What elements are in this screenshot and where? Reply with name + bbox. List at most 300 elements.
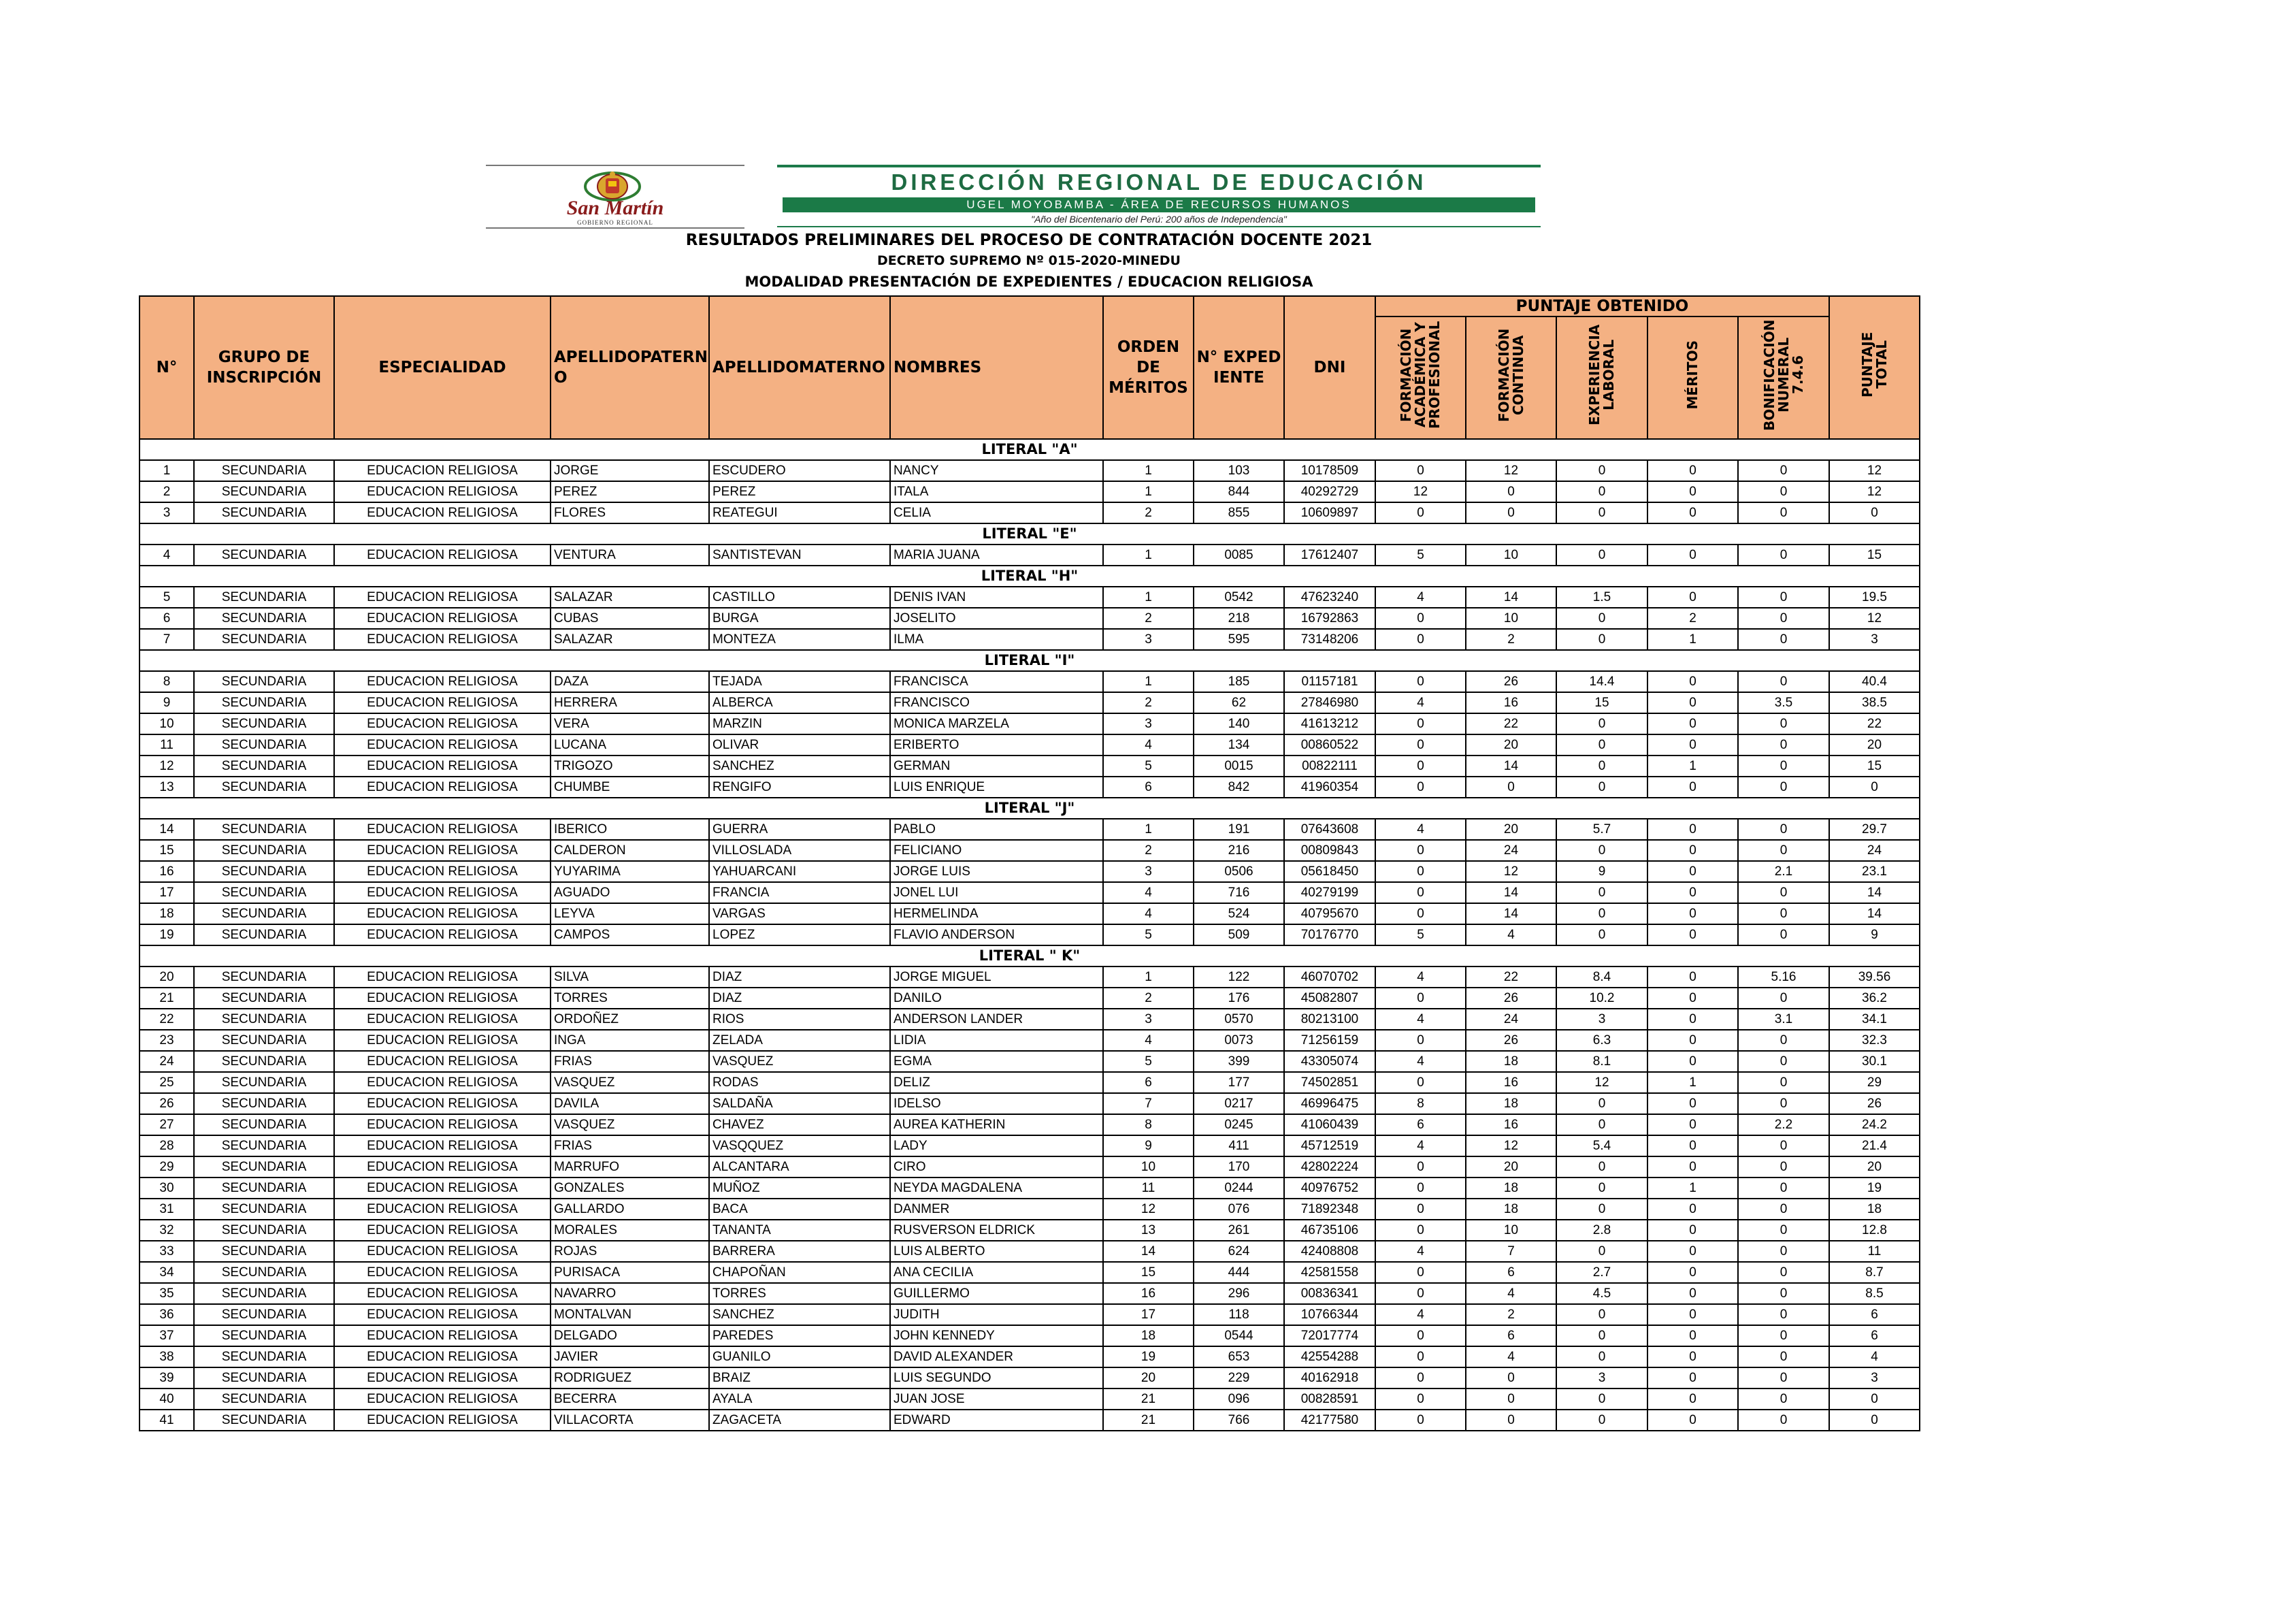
cell-grupo: SECUNDARIA <box>194 1388 334 1410</box>
cell-puntaje-total: 8.5 <box>1829 1283 1920 1304</box>
cell-especialidad: EDUCACION RELIGIOSA <box>334 713 551 734</box>
cell-apellido-paterno: JAVIER <box>551 1346 709 1367</box>
cell-formacion-continua: 16 <box>1466 1072 1556 1093</box>
cell-meritos: 0 <box>1647 1114 1738 1135</box>
cell-formacion-continua: 22 <box>1466 713 1556 734</box>
cell-apellido-materno: PEREZ <box>709 481 890 502</box>
cell-apellido-materno: ZELADA <box>709 1030 890 1051</box>
logo-rule <box>486 165 744 166</box>
cell-dni: 41613212 <box>1284 713 1375 734</box>
cell-puntaje-total: 15 <box>1829 756 1920 777</box>
cell-nombres: HERMELINDA <box>890 903 1103 924</box>
cell-apellido-paterno: CHUMBE <box>551 777 709 798</box>
cell-formacion-academica: 0 <box>1375 861 1466 882</box>
cell-meritos: 0 <box>1647 1051 1738 1072</box>
cell-especialidad: EDUCACION RELIGIOSA <box>334 924 551 945</box>
table-row <box>140 1051 1920 1072</box>
cell-meritos: 0 <box>1647 777 1738 798</box>
cell-apellido-materno: FRANCIA <box>709 882 890 903</box>
cell-puntaje-total: 4 <box>1829 1346 1920 1367</box>
cell-grupo: SECUNDARIA <box>194 1220 334 1241</box>
cell-apellido-materno: VASQUEZ <box>709 1051 890 1072</box>
cell-n: 4 <box>140 545 194 566</box>
cell-n: 28 <box>140 1135 194 1156</box>
cell-formacion-academica: 4 <box>1375 587 1466 608</box>
cell-dni: 17612407 <box>1284 545 1375 566</box>
cell-experiencia-laboral: 1.5 <box>1556 587 1647 608</box>
cell-experiencia-laboral: 0 <box>1556 1325 1647 1346</box>
cell-n: 37 <box>140 1325 194 1346</box>
cell-grupo: SECUNDARIA <box>194 502 334 523</box>
cell-expediente: 653 <box>1194 1346 1284 1367</box>
cell-n: 25 <box>140 1072 194 1093</box>
cell-orden-meritos: 6 <box>1103 777 1194 798</box>
col-header-expediente: N° EXPEDIENTE <box>1194 296 1284 439</box>
cell-especialidad: EDUCACION RELIGIOSA <box>334 1346 551 1367</box>
col-header-formacion-continua-label: FORMACIÓN CONTINUA <box>1495 328 1526 422</box>
col-header-apellido-materno: APELLIDOMATERNO <box>709 296 890 439</box>
cell-meritos: 0 <box>1647 1241 1738 1262</box>
cell-grupo: SECUNDARIA <box>194 1051 334 1072</box>
cell-n: 38 <box>140 1346 194 1367</box>
cell-formacion-continua: 10 <box>1466 608 1556 629</box>
cell-nombres: JUDITH <box>890 1304 1103 1325</box>
cell-especialidad: EDUCACION RELIGIOSA <box>334 460 551 481</box>
cell-orden-meritos: 2 <box>1103 608 1194 629</box>
cell-puntaje-total: 39.56 <box>1829 967 1920 988</box>
cell-apellido-materno: SANTISTEVAN <box>709 545 890 566</box>
cell-meritos: 0 <box>1647 671 1738 692</box>
cell-experiencia-laboral: 4.5 <box>1556 1283 1647 1304</box>
cell-expediente: 0244 <box>1194 1178 1284 1199</box>
cell-formacion-continua: 4 <box>1466 924 1556 945</box>
cell-orden-meritos: 15 <box>1103 1262 1194 1283</box>
cell-dni: 40292729 <box>1284 481 1375 502</box>
cell-n: 24 <box>140 1051 194 1072</box>
cell-meritos: 0 <box>1647 545 1738 566</box>
cell-grupo: SECUNDARIA <box>194 1367 334 1388</box>
cell-orden-meritos: 3 <box>1103 861 1194 882</box>
cell-nombres: JOHN KENNEDY <box>890 1325 1103 1346</box>
cell-especialidad: EDUCACION RELIGIOSA <box>334 481 551 502</box>
cell-experiencia-laboral: 0 <box>1556 1178 1647 1199</box>
cell-grupo: SECUNDARIA <box>194 882 334 903</box>
table-row <box>140 840 1920 861</box>
col-header-grupo: GRUPO DE INSCRIPCIÓN <box>194 296 334 439</box>
cell-apellido-materno: MONTEZA <box>709 629 890 650</box>
cell-especialidad: EDUCACION RELIGIOSA <box>334 1072 551 1093</box>
cell-nombres: JONEL LUI <box>890 882 1103 903</box>
cell-nombres: JOSELITO <box>890 608 1103 629</box>
cell-puntaje-total: 3 <box>1829 629 1920 650</box>
cell-grupo: SECUNDARIA <box>194 1262 334 1283</box>
cell-grupo: SECUNDARIA <box>194 1199 334 1220</box>
logo-rule <box>486 227 744 229</box>
cell-apellido-materno: VILLOSLADA <box>709 840 890 861</box>
cell-bonificacion: 0 <box>1738 671 1829 692</box>
table-row <box>140 629 1920 650</box>
cell-expediente: 170 <box>1194 1156 1284 1178</box>
cell-apellido-materno: VASQQUEZ <box>709 1135 890 1156</box>
cell-apellido-paterno: PURISACA <box>551 1262 709 1283</box>
section-label: LITERAL "H" <box>140 566 1920 587</box>
cell-formacion-academica: 0 <box>1375 1072 1466 1093</box>
cell-formacion-continua: 18 <box>1466 1178 1556 1199</box>
cell-bonificacion: 0 <box>1738 1093 1829 1114</box>
cell-meritos: 0 <box>1647 481 1738 502</box>
table-row <box>140 819 1920 840</box>
cell-apellido-paterno: GALLARDO <box>551 1199 709 1220</box>
cell-formacion-academica: 5 <box>1375 545 1466 566</box>
cell-expediente: 096 <box>1194 1388 1284 1410</box>
cell-grupo: SECUNDARIA <box>194 1135 334 1156</box>
cell-experiencia-laboral: 0 <box>1556 903 1647 924</box>
cell-apellido-materno: CHAVEZ <box>709 1114 890 1135</box>
cell-bonificacion: 0 <box>1738 1156 1829 1178</box>
cell-bonificacion: 0 <box>1738 545 1829 566</box>
cell-expediente: 0015 <box>1194 756 1284 777</box>
cell-apellido-materno: ZAGACETA <box>709 1410 890 1431</box>
cell-n: 35 <box>140 1283 194 1304</box>
cell-apellido-materno: ESCUDERO <box>709 460 890 481</box>
col-header-meritos-label: MÉRITOS <box>1684 340 1701 410</box>
cell-dni: 70176770 <box>1284 924 1375 945</box>
cell-apellido-paterno: YUYARIMA <box>551 861 709 882</box>
cell-dni: 40162918 <box>1284 1367 1375 1388</box>
cell-formacion-continua: 22 <box>1466 967 1556 988</box>
cell-orden-meritos: 1 <box>1103 587 1194 608</box>
cell-bonificacion: 0 <box>1738 1367 1829 1388</box>
cell-experiencia-laboral: 3 <box>1556 1367 1647 1388</box>
cell-bonificacion: 2.1 <box>1738 861 1829 882</box>
cell-meritos: 0 <box>1647 587 1738 608</box>
cell-n: 6 <box>140 608 194 629</box>
cell-formacion-academica: 0 <box>1375 502 1466 523</box>
cell-orden-meritos: 1 <box>1103 671 1194 692</box>
cell-nombres: EGMA <box>890 1051 1103 1072</box>
cell-nombres: FELICIANO <box>890 840 1103 861</box>
modality-line: MODALIDAD PRESENTACIÓN DE EXPEDIENTES / EDUCACION RELIGIOSA <box>744 274 1313 290</box>
cell-meritos: 0 <box>1647 861 1738 882</box>
cell-nombres: DENIS IVAN <box>890 587 1103 608</box>
cell-n: 12 <box>140 756 194 777</box>
table-row <box>140 1114 1920 1135</box>
cell-nombres: FRANCISCA <box>890 671 1103 692</box>
cell-formacion-academica: 0 <box>1375 1367 1466 1388</box>
cell-formacion-academica: 0 <box>1375 1178 1466 1199</box>
table-row <box>140 1178 1920 1199</box>
table-row <box>140 1367 1920 1388</box>
cell-nombres: IDELSO <box>890 1093 1103 1114</box>
cell-especialidad: EDUCACION RELIGIOSA <box>334 629 551 650</box>
cell-expediente: 844 <box>1194 481 1284 502</box>
cell-orden-meritos: 3 <box>1103 629 1194 650</box>
cell-expediente: 766 <box>1194 1410 1284 1431</box>
cell-especialidad: EDUCACION RELIGIOSA <box>334 1367 551 1388</box>
cell-meritos: 0 <box>1647 1156 1738 1178</box>
cell-meritos: 0 <box>1647 1367 1738 1388</box>
cell-apellido-materno: GUERRA <box>709 819 890 840</box>
table-row <box>140 1325 1920 1346</box>
table-row <box>140 671 1920 692</box>
section-label: LITERAL "E" <box>140 523 1920 545</box>
cell-formacion-continua: 0 <box>1466 1367 1556 1388</box>
cell-formacion-continua: 12 <box>1466 460 1556 481</box>
cell-apellido-paterno: VASQUEZ <box>551 1114 709 1135</box>
cell-orden-meritos: 1 <box>1103 819 1194 840</box>
cell-experiencia-laboral: 0 <box>1556 608 1647 629</box>
document-title: RESULTADOS PRELIMINARES DEL PROCESO DE CONTRATACIÓN DOCENTE 2021 <box>685 231 1373 249</box>
section-label: LITERAL "J" <box>140 798 1920 819</box>
cell-formacion-continua: 16 <box>1466 692 1556 713</box>
cell-n: 39 <box>140 1367 194 1388</box>
cell-apellido-materno: SANCHEZ <box>709 1304 890 1325</box>
cell-formacion-academica: 0 <box>1375 1262 1466 1283</box>
cell-grupo: SECUNDARIA <box>194 777 334 798</box>
cell-apellido-paterno: SALAZAR <box>551 629 709 650</box>
table-row <box>140 1072 1920 1093</box>
cell-grupo: SECUNDARIA <box>194 903 334 924</box>
cell-formacion-continua: 14 <box>1466 756 1556 777</box>
cell-orden-meritos: 21 <box>1103 1388 1194 1410</box>
cell-orden-meritos: 6 <box>1103 1072 1194 1093</box>
cell-experiencia-laboral: 0 <box>1556 756 1647 777</box>
cell-orden-meritos: 3 <box>1103 713 1194 734</box>
cell-apellido-materno: ALCANTARA <box>709 1156 890 1178</box>
cell-meritos: 0 <box>1647 1220 1738 1241</box>
cell-meritos: 0 <box>1647 1346 1738 1367</box>
cell-apellido-materno: RIOS <box>709 1009 890 1030</box>
cell-puntaje-total: 20 <box>1829 734 1920 756</box>
cell-expediente: 62 <box>1194 692 1284 713</box>
banner-rule <box>777 226 1541 227</box>
cell-experiencia-laboral: 0 <box>1556 1410 1647 1431</box>
cell-n: 16 <box>140 861 194 882</box>
cell-apellido-paterno: CUBAS <box>551 608 709 629</box>
cell-experiencia-laboral: 5.4 <box>1556 1135 1647 1156</box>
cell-especialidad: EDUCACION RELIGIOSA <box>334 1283 551 1304</box>
cell-orden-meritos: 2 <box>1103 840 1194 861</box>
cell-apellido-paterno: VASQUEZ <box>551 1072 709 1093</box>
cell-meritos: 1 <box>1647 756 1738 777</box>
cell-formacion-continua: 18 <box>1466 1051 1556 1072</box>
cell-apellido-paterno: INGA <box>551 1030 709 1051</box>
col-header-bonificacion <box>1738 316 1829 439</box>
cell-grupo: SECUNDARIA <box>194 861 334 882</box>
cell-bonificacion: 0 <box>1738 924 1829 945</box>
cell-bonificacion: 0 <box>1738 1178 1829 1199</box>
cell-expediente: 140 <box>1194 713 1284 734</box>
cell-nombres: JORGE MIGUEL <box>890 967 1103 988</box>
cell-apellido-paterno: MONTALVAN <box>551 1304 709 1325</box>
cell-puntaje-total: 29.7 <box>1829 819 1920 840</box>
cell-apellido-paterno: IBERICO <box>551 819 709 840</box>
cell-grupo: SECUNDARIA <box>194 1114 334 1135</box>
cell-expediente: 122 <box>1194 967 1284 988</box>
cell-apellido-paterno: CAMPOS <box>551 924 709 945</box>
cell-nombres: ANDERSON LANDER <box>890 1009 1103 1030</box>
cell-meritos: 0 <box>1647 1030 1738 1051</box>
cell-experiencia-laboral: 0 <box>1556 1346 1647 1367</box>
cell-experiencia-laboral: 8.4 <box>1556 967 1647 988</box>
cell-especialidad: EDUCACION RELIGIOSA <box>334 777 551 798</box>
cell-bonificacion: 0 <box>1738 1199 1829 1220</box>
cell-orden-meritos: 5 <box>1103 924 1194 945</box>
cell-apellido-materno: TEJADA <box>709 671 890 692</box>
cell-nombres: ANA CECILIA <box>890 1262 1103 1283</box>
cell-nombres: JUAN JOSE <box>890 1388 1103 1410</box>
cell-meritos: 0 <box>1647 1135 1738 1156</box>
cell-meritos: 0 <box>1647 988 1738 1009</box>
cell-formacion-academica: 12 <box>1375 481 1466 502</box>
cell-n: 8 <box>140 671 194 692</box>
cell-n: 40 <box>140 1388 194 1410</box>
cell-dni: 00860522 <box>1284 734 1375 756</box>
cell-formacion-continua: 10 <box>1466 1220 1556 1241</box>
cell-n: 21 <box>140 988 194 1009</box>
cell-especialidad: EDUCACION RELIGIOSA <box>334 756 551 777</box>
cell-formacion-academica: 0 <box>1375 1220 1466 1241</box>
cell-orden-meritos: 19 <box>1103 1346 1194 1367</box>
cell-dni: 42802224 <box>1284 1156 1375 1178</box>
cell-n: 20 <box>140 967 194 988</box>
cell-dni: 00809843 <box>1284 840 1375 861</box>
table-row <box>140 1199 1920 1220</box>
cell-puntaje-total: 12 <box>1829 460 1920 481</box>
cell-puntaje-total: 38.5 <box>1829 692 1920 713</box>
cell-dni: 40976752 <box>1284 1178 1375 1199</box>
cell-especialidad: EDUCACION RELIGIOSA <box>334 1410 551 1431</box>
cell-formacion-academica: 0 <box>1375 1283 1466 1304</box>
cell-expediente: 296 <box>1194 1283 1284 1304</box>
cell-grupo: SECUNDARIA <box>194 1072 334 1093</box>
cell-meritos: 0 <box>1647 1262 1738 1283</box>
cell-grupo: SECUNDARIA <box>194 1325 334 1346</box>
cell-puntaje-total: 14 <box>1829 903 1920 924</box>
cell-especialidad: EDUCACION RELIGIOSA <box>334 1199 551 1220</box>
cell-orden-meritos: 8 <box>1103 1114 1194 1135</box>
section-row <box>140 439 1920 460</box>
cell-n: 9 <box>140 692 194 713</box>
cell-formacion-academica: 0 <box>1375 882 1466 903</box>
cell-especialidad: EDUCACION RELIGIOSA <box>334 1388 551 1410</box>
cell-formacion-continua: 26 <box>1466 1030 1556 1051</box>
cell-puntaje-total: 19 <box>1829 1178 1920 1199</box>
table-row <box>140 545 1920 566</box>
table-row <box>140 861 1920 882</box>
cell-expediente: 855 <box>1194 502 1284 523</box>
cell-apellido-paterno: MARRUFO <box>551 1156 709 1178</box>
col-header-n: N° <box>140 296 194 439</box>
cell-nombres: LUIS ALBERTO <box>890 1241 1103 1262</box>
cell-meritos: 0 <box>1647 1283 1738 1304</box>
cell-dni: 42581558 <box>1284 1262 1375 1283</box>
cell-puntaje-total: 6 <box>1829 1325 1920 1346</box>
table-row <box>140 924 1920 945</box>
cell-especialidad: EDUCACION RELIGIOSA <box>334 1178 551 1199</box>
col-header-apellido-paterno: APELLIDOPATERNO <box>551 296 709 439</box>
cell-nombres: LUIS SEGUNDO <box>890 1367 1103 1388</box>
cell-experiencia-laboral: 0 <box>1556 629 1647 650</box>
cell-apellido-materno: CASTILLO <box>709 587 890 608</box>
cell-especialidad: EDUCACION RELIGIOSA <box>334 692 551 713</box>
cell-meritos: 0 <box>1647 924 1738 945</box>
cell-nombres: FRANCISCO <box>890 692 1103 713</box>
cell-orden-meritos: 4 <box>1103 903 1194 924</box>
cell-dni: 00828591 <box>1284 1388 1375 1410</box>
cell-especialidad: EDUCACION RELIGIOSA <box>334 1304 551 1325</box>
cell-apellido-paterno: FRIAS <box>551 1135 709 1156</box>
cell-experiencia-laboral: 5.7 <box>1556 819 1647 840</box>
cell-especialidad: EDUCACION RELIGIOSA <box>334 608 551 629</box>
cell-apellido-materno: BACA <box>709 1199 890 1220</box>
cell-grupo: SECUNDARIA <box>194 1241 334 1262</box>
cell-experiencia-laboral: 14.4 <box>1556 671 1647 692</box>
cell-n: 27 <box>140 1114 194 1135</box>
cell-bonificacion: 0 <box>1738 1241 1829 1262</box>
cell-grupo: SECUNDARIA <box>194 629 334 650</box>
cell-apellido-paterno: LEYVA <box>551 903 709 924</box>
cell-apellido-materno: ALBERCA <box>709 692 890 713</box>
cell-bonificacion: 0 <box>1738 1072 1829 1093</box>
cell-bonificacion: 0 <box>1738 882 1829 903</box>
cell-formacion-academica: 4 <box>1375 1051 1466 1072</box>
cell-dni: 72017774 <box>1284 1325 1375 1346</box>
cell-grupo: SECUNDARIA <box>194 545 334 566</box>
cell-formacion-academica: 0 <box>1375 1156 1466 1178</box>
col-header-formacion-academica <box>1375 316 1466 439</box>
cell-apellido-paterno: GONZALES <box>551 1178 709 1199</box>
cell-dni: 40795670 <box>1284 903 1375 924</box>
cell-bonificacion: 0 <box>1738 756 1829 777</box>
cell-orden-meritos: 4 <box>1103 1030 1194 1051</box>
cell-expediente: 118 <box>1194 1304 1284 1325</box>
cell-meritos: 0 <box>1647 502 1738 523</box>
cell-grupo: SECUNDARIA <box>194 1283 334 1304</box>
table-row <box>140 460 1920 481</box>
cell-expediente: 0085 <box>1194 545 1284 566</box>
cell-formacion-academica: 0 <box>1375 1410 1466 1431</box>
cell-puntaje-total: 15 <box>1829 545 1920 566</box>
cell-apellido-paterno: PEREZ <box>551 481 709 502</box>
cell-puntaje-total: 34.1 <box>1829 1009 1920 1030</box>
cell-apellido-paterno: ROJAS <box>551 1241 709 1262</box>
cell-expediente: 0073 <box>1194 1030 1284 1051</box>
cell-n: 2 <box>140 481 194 502</box>
cell-apellido-paterno: VENTURA <box>551 545 709 566</box>
col-header-formacion-academica-label: FORMACIÓN ACADÉMICA Y PROFESIONAL <box>1398 321 1443 429</box>
cell-apellido-paterno: SALAZAR <box>551 587 709 608</box>
cell-especialidad: EDUCACION RELIGIOSA <box>334 988 551 1009</box>
cell-expediente: 185 <box>1194 671 1284 692</box>
cell-apellido-materno: DIAZ <box>709 967 890 988</box>
cell-experiencia-laboral: 0 <box>1556 1304 1647 1325</box>
cell-formacion-academica: 0 <box>1375 713 1466 734</box>
cell-experiencia-laboral: 8.1 <box>1556 1051 1647 1072</box>
cell-expediente: 595 <box>1194 629 1284 650</box>
cell-dni: 42177580 <box>1284 1410 1375 1431</box>
cell-especialidad: EDUCACION RELIGIOSA <box>334 882 551 903</box>
cell-dni: 05618450 <box>1284 861 1375 882</box>
cell-orden-meritos: 1 <box>1103 460 1194 481</box>
cell-apellido-paterno: MORALES <box>551 1220 709 1241</box>
cell-nombres: LIDIA <box>890 1030 1103 1051</box>
table-row <box>140 903 1920 924</box>
cell-formacion-academica: 0 <box>1375 671 1466 692</box>
cell-dni: 73148206 <box>1284 629 1375 650</box>
cell-especialidad: EDUCACION RELIGIOSA <box>334 1325 551 1346</box>
cell-nombres: JORGE LUIS <box>890 861 1103 882</box>
